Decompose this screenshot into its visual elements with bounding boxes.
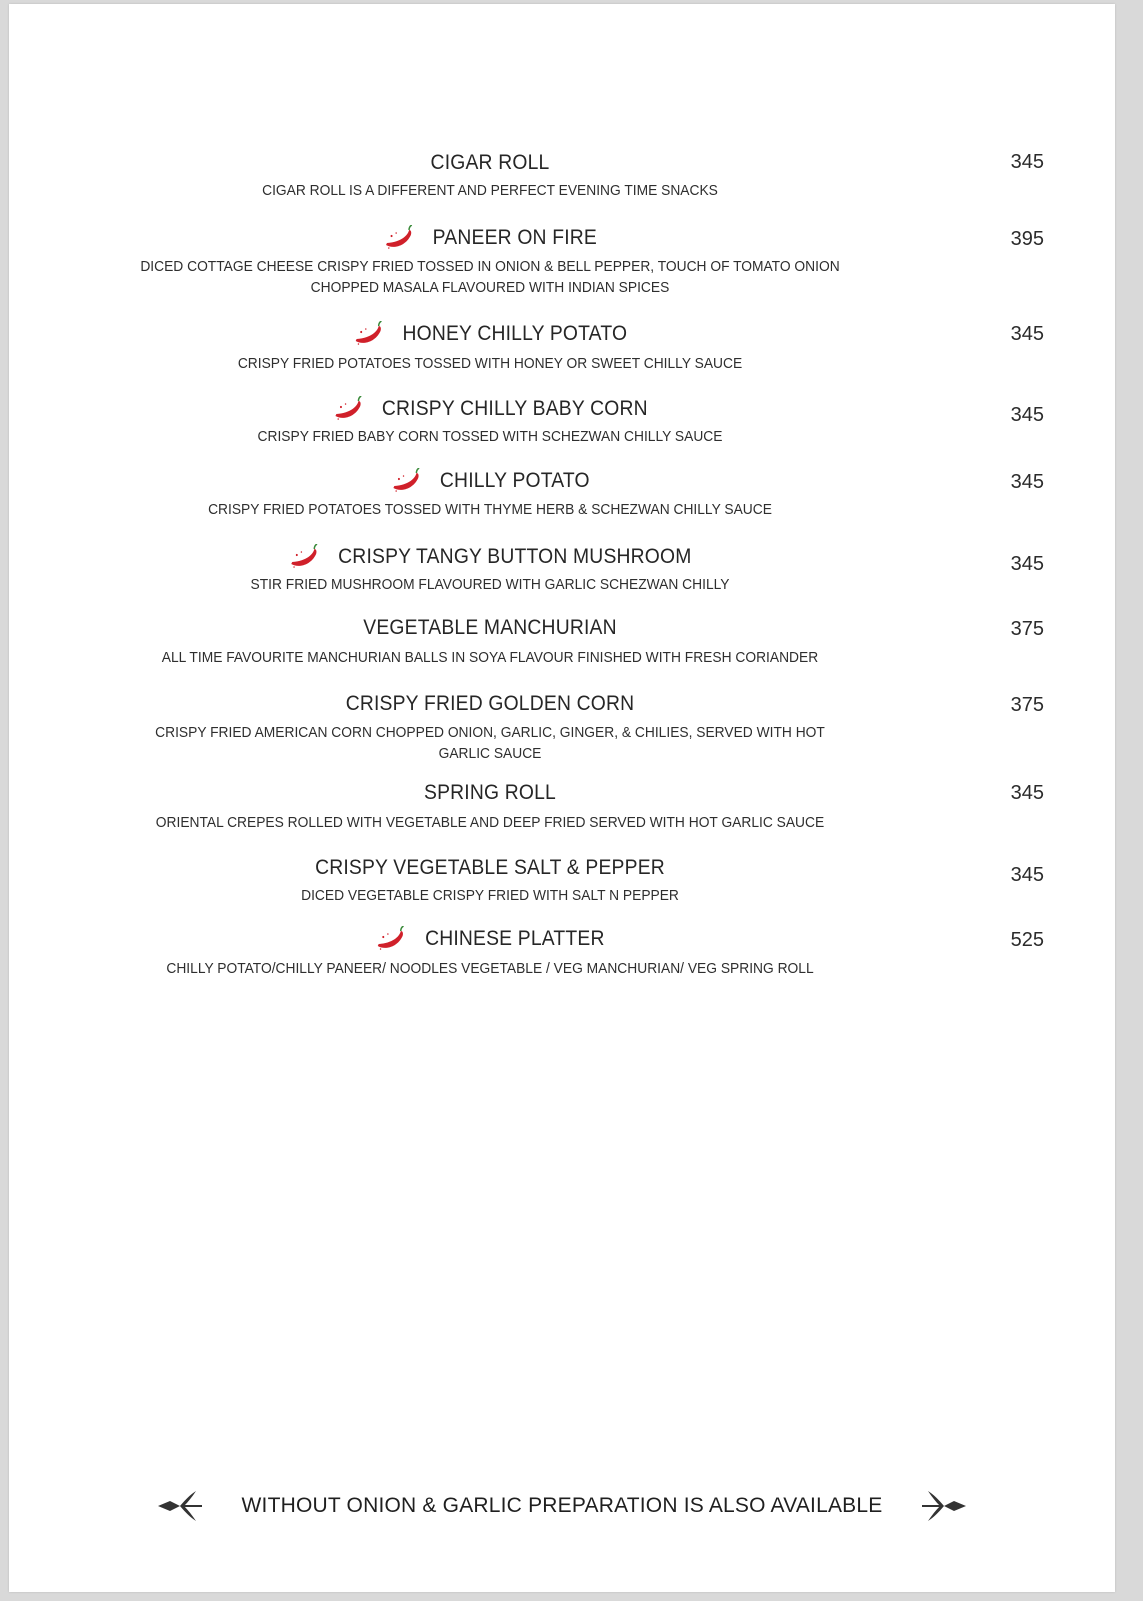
description-line: ORIENTAL CREPES ROLLED WITH VEGETABLE AND DEEP FRIED SERVED WITH HOT GARLIC SAUCE xyxy=(155,814,825,831)
description-line: CHILLY POTATO/CHILLY PANEER/ NOODLES VEGETABLE / VEG MANCHURIAN/ VEG SPRING ROLL xyxy=(166,960,814,977)
item-name: CRISPY FRIED GOLDEN CORN xyxy=(345,692,635,715)
red-chilli-icon xyxy=(383,225,416,251)
description-line: STIR FRIED MUSHROOM FLAVOURED WITH GARLIC SCHEZWAN CHILLY xyxy=(250,576,730,593)
menu-item-title xyxy=(47,468,932,494)
red-chilli-icon xyxy=(375,926,408,952)
item-description xyxy=(103,648,878,669)
description-line: CRISPY FRIED POTATOES TOSSED WITH HONEY OR SWEET CHILLY SAUCE xyxy=(237,355,743,372)
description-line: ALL TIME FAVOURITE MANCHURIAN BALLS IN SOYA FLAVOUR FINISHED WITH FRESH CORIANDER xyxy=(161,649,819,666)
item-name: CHINESE PLATTER xyxy=(425,927,605,950)
red-chilli-icon xyxy=(332,396,365,422)
item-price: 345 xyxy=(1010,151,1044,173)
red-chilli-icon xyxy=(353,321,386,347)
menu-page xyxy=(9,4,1115,1592)
item-description xyxy=(103,181,878,202)
item-name: CRISPY CHILLY BABY CORN xyxy=(381,397,648,420)
item-price: 345 xyxy=(1010,864,1044,886)
description-line: DICED VEGETABLE CRISPY FRIED WITH SALT N PEPPER xyxy=(301,887,679,904)
item-name: CHILLY POTATO xyxy=(439,469,590,492)
description-line: CRISPY FRIED POTATOES TOSSED WITH THYME HERB & SCHEZWAN CHILLY SAUCE xyxy=(208,501,772,518)
item-price: 375 xyxy=(1010,618,1044,640)
red-chilli-icon xyxy=(288,544,321,570)
menu-item-title xyxy=(47,151,932,175)
item-name: PANEER ON FIRE xyxy=(432,226,597,249)
fleuron-ornament-icon xyxy=(920,1489,968,1523)
red-chilli-icon xyxy=(390,468,423,494)
menu-item-title xyxy=(47,396,932,422)
item-price: 345 xyxy=(1010,471,1044,493)
description-line: CIGAR ROLL IS A DIFFERENT AND PERFECT EVENING TIME SNACKS xyxy=(262,182,718,199)
item-description xyxy=(103,575,878,596)
item-price: 345 xyxy=(1010,323,1044,345)
description-line: CRISPY FRIED AMERICAN CORN CHOPPED ONION, GARLIC, GINGER, & CHILIES, SERVED WITH HOT xyxy=(155,724,825,741)
item-description xyxy=(103,500,878,521)
item-name: VEGETABLE MANCHURIAN xyxy=(363,616,617,639)
footer-text: WITHOUT ONION & GARLIC PREPARATION IS ALSO AVAILABLE xyxy=(241,1494,883,1517)
item-description xyxy=(103,813,878,834)
item-description xyxy=(103,427,878,448)
item-name: CRISPY VEGETABLE SALT & PEPPER xyxy=(315,856,665,879)
menu-item-title xyxy=(47,225,932,251)
fleuron-ornament-icon xyxy=(156,1489,204,1523)
menu-item-title xyxy=(47,856,932,880)
item-price: 525 xyxy=(1010,929,1044,951)
menu-item-title xyxy=(47,692,932,716)
menu-item-title xyxy=(47,781,932,805)
item-price: 345 xyxy=(1010,553,1044,575)
item-description xyxy=(103,354,878,375)
item-name: CIGAR ROLL xyxy=(430,151,550,174)
description-line: CRISPY FRIED BABY CORN TOSSED WITH SCHEZWAN CHILLY SAUCE xyxy=(257,428,723,445)
item-price: 345 xyxy=(1010,782,1044,804)
menu-item-title xyxy=(47,616,932,640)
item-description xyxy=(103,886,878,907)
item-description xyxy=(103,257,878,298)
item-price: 345 xyxy=(1010,404,1044,426)
menu-item-title xyxy=(47,544,932,570)
item-price: 375 xyxy=(1010,694,1044,716)
menu-item-title xyxy=(47,321,932,347)
description-line: CHOPPED MASALA FLAVOURED WITH INDIAN SPICES xyxy=(310,278,670,296)
item-price: 395 xyxy=(1010,228,1044,250)
description-line: DICED COTTAGE CHEESE CRISPY FRIED TOSSED IN ONION & BELL PEPPER, TOUCH OF TOMATO ONION xyxy=(140,258,840,275)
footer-note xyxy=(9,1486,1115,1526)
item-description xyxy=(103,723,878,764)
item-description xyxy=(103,959,878,980)
item-name: CRISPY TANGY BUTTON MUSHROOM xyxy=(338,545,692,568)
item-name: HONEY CHILLY POTATO xyxy=(402,322,628,345)
menu-item-title xyxy=(47,926,932,952)
description-line: GARLIC SAUCE xyxy=(438,744,542,762)
item-name: SPRING ROLL xyxy=(424,781,556,804)
